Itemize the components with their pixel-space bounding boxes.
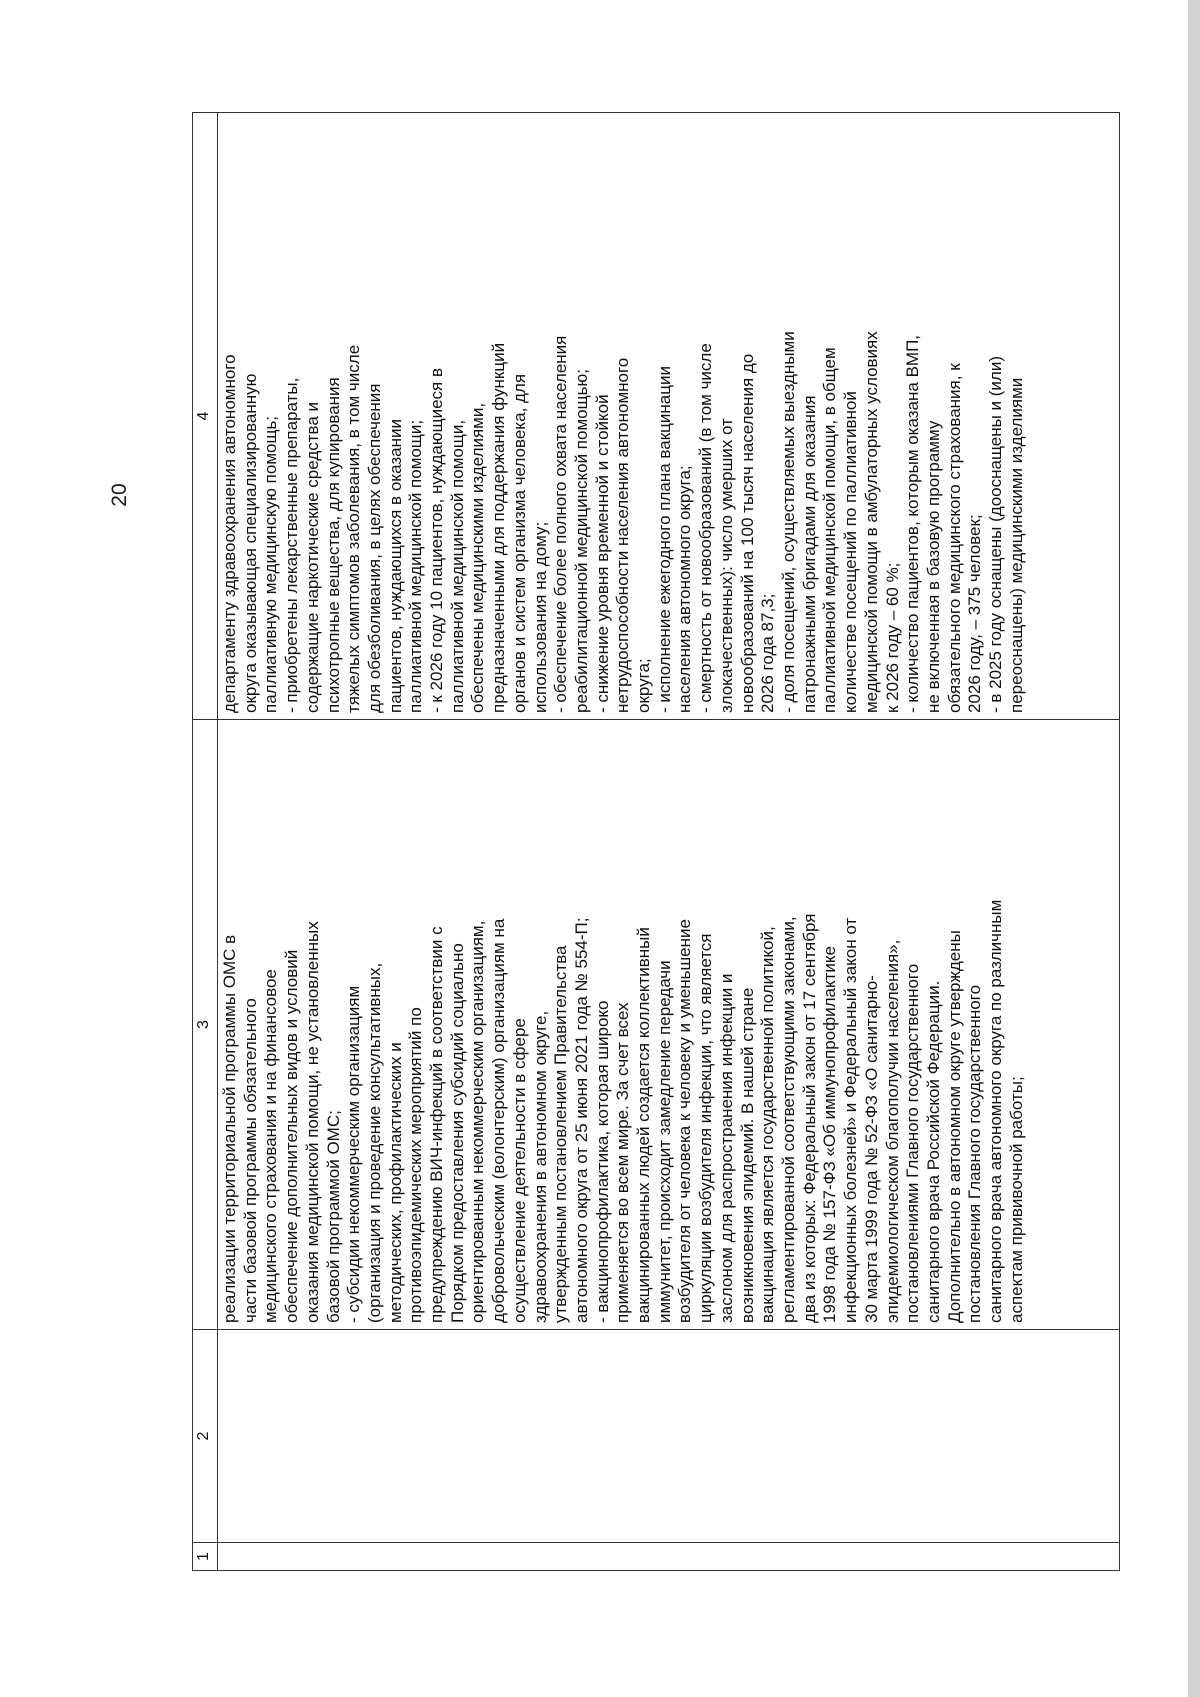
col4-text-line: паллиативной медицинской помощи, (447, 419, 467, 713)
col3-text-line: оказания медицинской помощи, не установленных (302, 921, 322, 1323)
col4-text-line: департаменту здравоохранения автономного (220, 354, 239, 713)
col4-text-line: органов и систем организма человека, для (509, 373, 529, 713)
col3-text-line: регламентированной соответствующими законами, (778, 916, 798, 1323)
col3-text-line: вакцинация является государственной политикой, (758, 926, 778, 1323)
col3-text-line: здравоохранения в автономном округе, (530, 1010, 550, 1323)
col3-text-line: автономного округа от 25 июня 2021 года № 554-П; (571, 917, 591, 1323)
col4-text-line: не включенная в базовую программу (923, 420, 943, 713)
col3-text-line: Дополнительно в автономном округе утверждены (944, 930, 964, 1323)
table-row (218, 113, 1120, 1571)
col3-text-line: реализации территориальной программы ОМС в (220, 934, 239, 1323)
cell-col2 (218, 1330, 1120, 1543)
col4-text-line: медицинской помощи в амбулаторных условиях (861, 331, 881, 713)
col4-text-line: патронажными бригадами для оказания (799, 395, 819, 713)
col3-text-line: постановлениями Главного государственного (903, 963, 923, 1323)
col4-text-line: использования на дому; (530, 521, 550, 713)
col4-text-line: пациентов, нуждающихся в оказании (385, 419, 405, 713)
col3-text-line: эпидемиологическом благополучии населения», (882, 939, 902, 1323)
col4-text-line: населения автономного округа; (675, 465, 695, 713)
col3-text-line: части базовой программы обязательного (240, 998, 260, 1323)
col3-text-line: два из которых: Федеральный закон от 17 сентября (799, 913, 819, 1323)
col3-text-line: санитарного врача Российской Федерации. (923, 980, 943, 1323)
cell-col4 (218, 113, 1120, 720)
column-header-4: 4 (193, 113, 218, 720)
col4-text-line: для обезболивания, в целях обеспечения (364, 383, 384, 713)
col4-text-line: - к 2026 году 10 пациентов, нуждающиеся в (427, 367, 447, 713)
col3-text-line: заслоном для распространения инфекции и (716, 973, 736, 1323)
data-table (192, 112, 1120, 1571)
col3-text-line: ориентированным некоммерческим организациям, (468, 920, 488, 1323)
col3-text-line: (организация и проведение консультативных, (364, 962, 384, 1323)
col4-text-line: обеспечены медицинскими изделиями, (468, 402, 488, 713)
col3-text-line: противоэпидемических мероприятий по (406, 1007, 426, 1323)
col3-text-line: 30 марта 1999 года № 52-ФЗ «О санитарно- (861, 975, 881, 1323)
col3-text-line: обеспечение дополнительных видов и условий (282, 949, 302, 1323)
col3-text-line: возбудителя от человека к человеку и уменьшение (675, 919, 695, 1323)
col3-text-line: инфекционных болезней» и Федеральный закон от (841, 917, 861, 1323)
cell-col1 (218, 1543, 1120, 1571)
table-header-row (193, 113, 218, 1571)
col4-text-line: тяжелых симптомов заболевания, в том числе (344, 344, 364, 713)
col4-text-line: злокачественных): число умерших от (716, 418, 736, 713)
col3-text-line: аспектам прививочной работы; (1006, 1076, 1026, 1323)
col4-text-line: содержащие наркотические средства и (302, 401, 322, 713)
col4-text-line: реабилитационной медицинской помощью; (571, 369, 591, 713)
col3-text-line: вакцинированных людей создается коллективный (634, 927, 654, 1323)
col4-text-line: - в 2025 году оснащены (дооснащены и (или) (986, 356, 1006, 713)
col4-text-line: - исполнение ежегодного плана вакцинации (654, 366, 674, 713)
col3-text-line: постановления Главного государственного (965, 984, 985, 1323)
cell-col3-text (218, 720, 1119, 1329)
col4-text-line: количестве посещений по паллиативной (841, 391, 861, 713)
col4-text-line: новообразований на 100 тысяч населения до (737, 353, 757, 713)
col3-text-line: добровольческим (волонтерским) организациям на (489, 918, 509, 1323)
col3-text-line: осуществление деятельности в сфере (509, 1018, 529, 1323)
col3-text-line: санитарного врача автономного округа по различным (986, 899, 1006, 1323)
cell-col3 (218, 720, 1120, 1330)
col3-text-line: Порядком предоставления субсидий социально (447, 943, 467, 1323)
column-header-3: 3 (193, 720, 218, 1330)
col4-text-line: обязательного медицинского страхования, к (944, 363, 964, 713)
cell-col4-text (218, 113, 1119, 719)
col4-text-line: предназначенными для поддержания функций (489, 342, 509, 713)
scan-edge (1188, 0, 1200, 1697)
col4-text-line: 2026 года 87,3; (758, 593, 778, 713)
col4-text-line: паллиативной медицинской помощи; (406, 419, 426, 713)
col4-text-line: округа оказывающая специализированную (240, 373, 260, 713)
col3-text-line: 1998 года № 157-ФЗ «Об иммунопрофилактике (820, 946, 840, 1323)
col3-text-line: методических, профилактических и (385, 1042, 405, 1323)
col4-text-line: паллиативной медицинской помощи, в общем (820, 347, 840, 713)
cell-col1-text (218, 1543, 1119, 1570)
col4-text-line: - обеспечение более полного охвата населения (551, 335, 571, 713)
cell-col2-text (218, 1330, 1119, 1542)
col4-text-line: - снижение уровня временной и стойкой (592, 394, 612, 713)
col3-text-line: циркуляции возбудителя инфекции, что является (696, 933, 716, 1323)
col4-text-line: - смертность от новообразований (в том числе (696, 343, 716, 713)
col3-text-line: - субсидии некоммерческим организациям (344, 985, 364, 1323)
col4-text-line: паллиативную медицинскую помощь; (261, 415, 281, 713)
col4-text-line: - доля посещений, осуществляемых выездными (778, 331, 798, 713)
col4-text-line: к 2026 году – 60 %; (882, 562, 902, 713)
col4-text-line: - приобретены лекарственные препараты, (282, 377, 302, 713)
col3-text-line: предупреждению ВИЧ-инфекций в соответствии с (427, 926, 447, 1323)
column-header-1: 1 (193, 1543, 218, 1571)
column-header-2: 2 (193, 1330, 218, 1543)
col3-text-line: - вакцинопрофилактика, которая широко (592, 1000, 612, 1323)
col4-text-line: нетрудоспособности населения автономного (613, 357, 633, 713)
col4-text-line: психотропные вещества, для купирования (323, 377, 343, 713)
col4-text-line: - количество пациентов, которым оказана ВМП, (903, 334, 923, 713)
col4-text-line: переоснащены) медицинскими изделиями (1006, 377, 1026, 713)
col3-text-line: утвержденным постановлением Правительства (551, 945, 571, 1323)
col3-text-line: возникновения эпидемий. В нашей стране (737, 987, 757, 1323)
col3-text-line: медицинского страхования и на финансовое (261, 969, 281, 1323)
page-number: 20 (108, 483, 131, 507)
col4-text-line: 2026 году, – 375 человек; (965, 514, 985, 713)
col3-text-line: иммунитет, происходит замедление передачи (654, 960, 674, 1323)
col3-text-line: применяется во всем мире. За счет всех (613, 1002, 633, 1323)
col4-text-line: округа; (634, 658, 654, 713)
rotated-table-container (192, 113, 1116, 1571)
col3-text-line: базовой программой ОМС; (323, 1110, 343, 1323)
